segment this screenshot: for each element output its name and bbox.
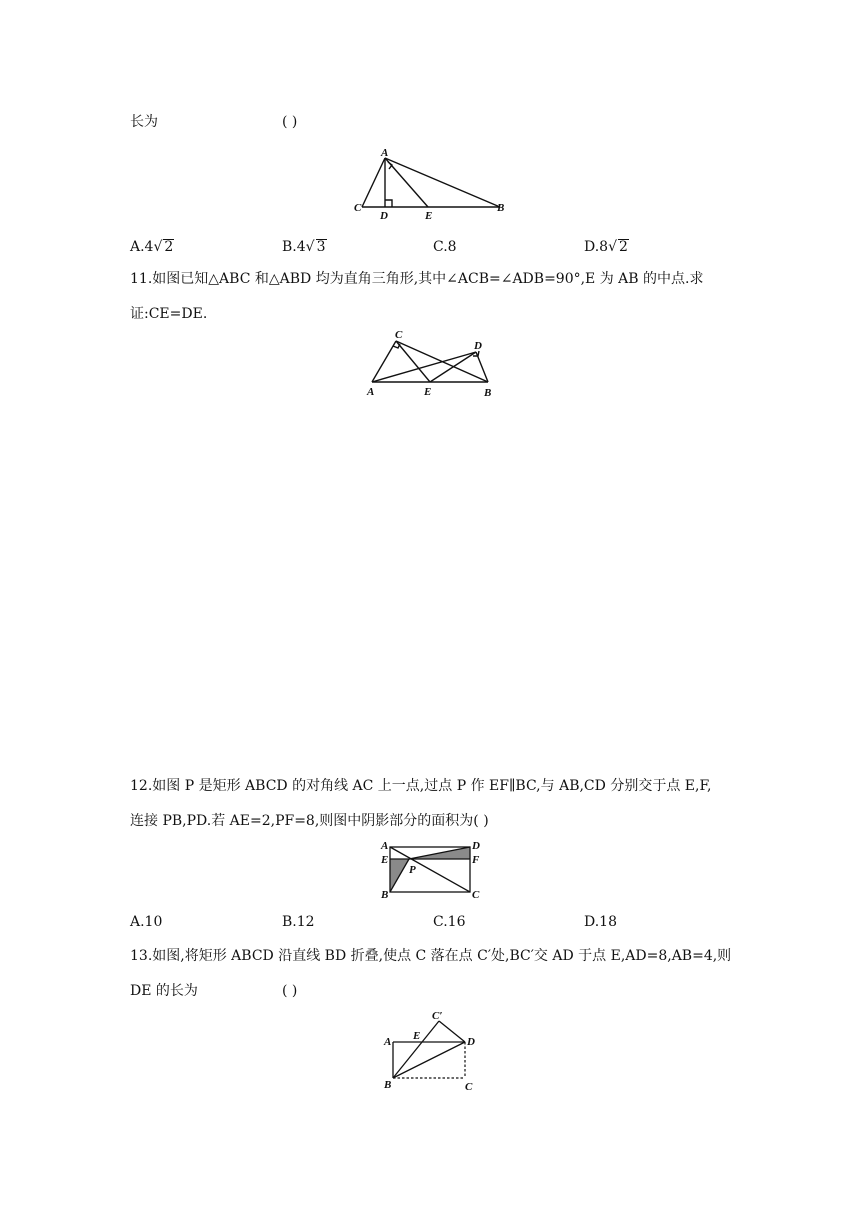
q13-label-c-prime: C′: [432, 1010, 443, 1022]
q10-figure: [350, 143, 520, 223]
q10-label-b: B: [497, 202, 505, 214]
q10-option-a-radicand: 2: [164, 239, 174, 255]
q12-label-b: B: [381, 889, 389, 901]
q10-label-a: A: [381, 147, 389, 159]
q11-line1: 11.如图已知△ABC 和△ABD 均为直角三角形,其中∠ACB=∠ADB=90°,E 为 AB 的中点.求: [130, 271, 704, 287]
q11-label-e: E: [424, 386, 432, 398]
q13-answer-blank: ( ): [282, 983, 298, 999]
q10-label-c: C: [354, 202, 362, 214]
q10-answer-blank: ( ): [282, 114, 298, 130]
q12-option-d: D.18: [584, 914, 617, 930]
q10-option-d: D.8√ 2: [584, 239, 628, 255]
q10-option-a-prefix: A.4: [130, 239, 154, 255]
q10-option-b-radicand: 3: [316, 239, 326, 255]
q13-line2: DE 的长为: [130, 983, 198, 999]
q11-label-a: A: [367, 386, 375, 398]
q10-option-c: C.8: [433, 239, 457, 255]
q13-label-d: D: [467, 1036, 475, 1048]
q12-line2: 连接 PB,PD.若 AE=2,PF=8,则图中阴影部分的面积为( ): [130, 813, 489, 829]
q10-option-d-prefix: D.8: [584, 239, 609, 255]
q12-label-f: F: [472, 854, 480, 866]
q11-line2: 证:CE=DE.: [130, 306, 208, 322]
q10-label-d: D: [380, 210, 388, 222]
q10-option-d-radicand: 2: [619, 239, 628, 255]
q11-label-b: B: [484, 387, 492, 399]
q11-label-d: D: [474, 340, 482, 352]
q13-label-c: C: [465, 1081, 473, 1093]
q12-option-c: C.16: [433, 914, 466, 930]
q13-line1: 13.如图,将矩形 ABCD 沿直线 BD 折叠,使点 C 落在点 C′处,BC′交 AD 于点 E,AD=8,AB=4,则: [130, 948, 732, 964]
q10-option-b: B.4√ 3: [282, 239, 326, 255]
q10-label-e: E: [425, 210, 433, 222]
q13-figure: [375, 1008, 495, 1094]
q10-option-b-prefix: B.4: [282, 239, 306, 255]
q12-label-a: A: [381, 840, 389, 852]
q13-label-e: E: [413, 1030, 421, 1042]
q11-label-c: C: [395, 329, 403, 341]
q10-option-a: A.4√ 2: [130, 239, 174, 255]
q12-option-a: A.10: [130, 914, 163, 930]
q13-label-b: B: [384, 1079, 392, 1091]
q11-figure: [360, 327, 500, 401]
q10-stem-tail: 长为: [130, 114, 158, 130]
q12-label-c: C: [472, 889, 480, 901]
q12-label-p: P: [409, 864, 416, 876]
q12-line1: 12.如图 P 是矩形 ABCD 的对角线 AC 上一点,过点 P 作 EF∥BC,与 AB,CD 分别交于点 E,F,: [130, 778, 712, 794]
q12-label-d: D: [472, 840, 480, 852]
q12-label-e: E: [381, 854, 389, 866]
q12-option-b: B.12: [282, 914, 315, 930]
q12-figure: [375, 838, 495, 902]
q13-label-a: A: [384, 1036, 392, 1048]
